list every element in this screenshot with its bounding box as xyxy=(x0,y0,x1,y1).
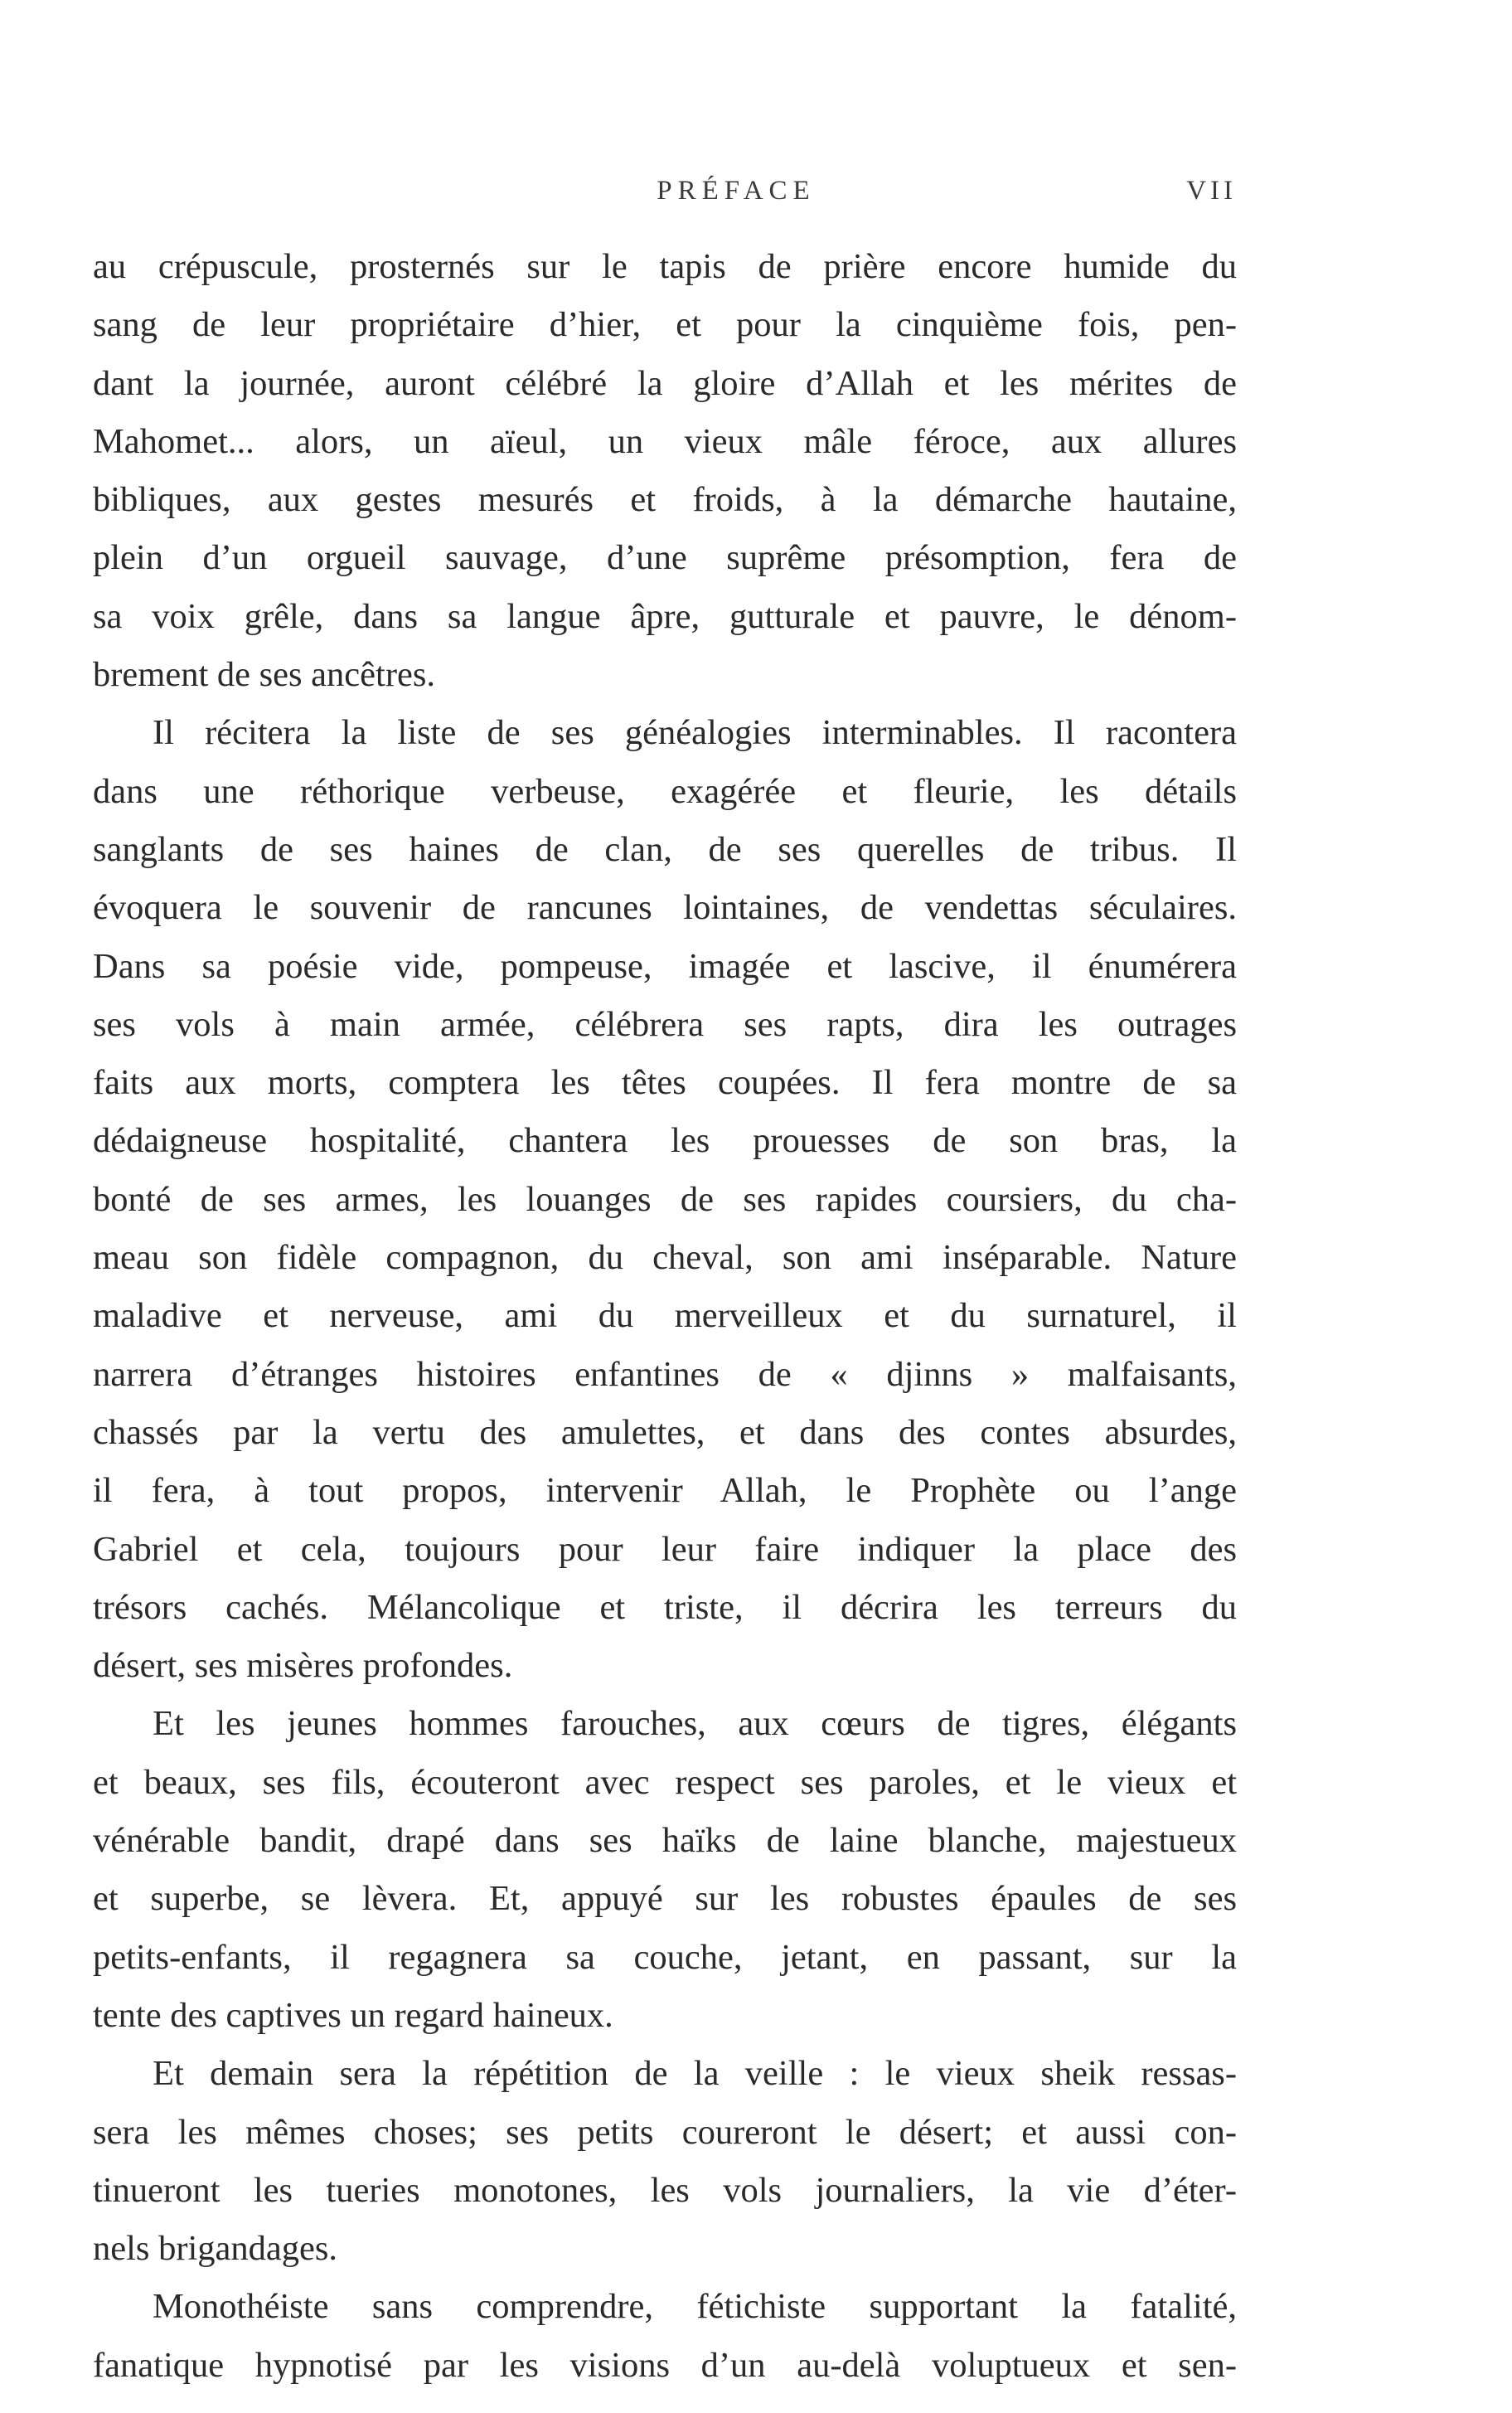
text-line: plein d’un orgueil sauvage, d’une suprême présomption, fera de xyxy=(93,538,1237,578)
text-line: maladive et nerveuse, ami du merveilleux et du surnaturel, il xyxy=(93,1296,1237,1336)
text-line: au crépuscule, prosternés sur le tapis de prière encore humide du xyxy=(93,247,1237,286)
text-line: et superbe, se lèvera. Et, appuyé sur les robustes épaules de ses xyxy=(93,1879,1237,1919)
text-line: et beaux, ses fils, écouteront avec respect ses paroles, et le vieux et xyxy=(93,1762,1237,1802)
body-text xyxy=(93,238,1237,2395)
text-line: dédaigneuse hospitalité, chantera les prouesses de son bras, la xyxy=(93,1121,1237,1161)
text-line: sa voix grêle, dans sa langue âpre, gutturale et pauvre, le dénom- xyxy=(93,596,1237,636)
text-line: brement de ses ancêtres. xyxy=(93,655,436,695)
text-line: meau son fidèle compagnon, du cheval, son ami inséparable. Nature xyxy=(93,1238,1237,1278)
text-line: narrera d’étranges histoires enfantines de « djinns » malfaisants, xyxy=(93,1354,1237,1394)
text-line: trésors cachés. Mélancolique et triste, il décrira les terreurs du xyxy=(93,1587,1237,1627)
page-number: VII xyxy=(1186,176,1237,206)
text-line: tinueront les tueries monotones, les vols journaliers, la vie d’éter- xyxy=(93,2170,1237,2210)
text-line: évoquera le souvenir de rancunes lointaines, de vendettas séculaires. xyxy=(93,888,1237,928)
text-line: ses vols à main armée, célébrera ses rapts, dira les outrages xyxy=(93,1004,1237,1044)
text-line: Monothéiste sans comprendre, fétichiste supportant la fatalité, xyxy=(153,2287,1237,2327)
text-line: Gabriel et cela, toujours pour leur faire indiquer la place des xyxy=(93,1529,1237,1569)
text-line: fanatique hypnotisé par les visions d’un au-delà voluptueux et sen- xyxy=(93,2345,1237,2385)
text-line: Et les jeunes hommes farouches, aux cœurs de tigres, élégants xyxy=(153,1704,1237,1744)
text-line: Dans sa poésie vide, pompeuse, imagée et lascive, il énumérera xyxy=(93,946,1237,986)
text-line: bonté de ses armes, les louanges de ses rapides coursiers, du cha- xyxy=(93,1179,1237,1219)
text-line: nels brigandages. xyxy=(93,2229,338,2269)
running-head xyxy=(235,166,1237,216)
running-title: PRÉFACE xyxy=(657,176,816,206)
text-line: bibliques, aux gestes mesurés et froids, à la démarche hautaine, xyxy=(93,480,1237,520)
text-line: vénérable bandit, drapé dans ses haïks de laine blanche, majestueux xyxy=(93,1821,1237,1861)
text-line: Et demain sera la répétition de la veille : le vieux sheik ressas- xyxy=(153,2054,1237,2094)
text-line: désert, ses misères profondes. xyxy=(93,1646,513,1686)
text-line: dant la journée, auront célébré la gloire d’Allah et les mérites de xyxy=(93,363,1237,403)
text-line: petits-enfants, il regagnera sa couche, jetant, en passant, sur la xyxy=(93,1937,1237,1977)
text-line: sera les mêmes choses; ses petits coureront le désert; et aussi con- xyxy=(93,2112,1237,2152)
text-line: chassés par la vertu des amulettes, et dans des contes absurdes, xyxy=(93,1412,1237,1452)
text-line: faits aux morts, comptera les têtes coupées. Il fera montre de sa xyxy=(93,1063,1237,1103)
text-line: sanglants de ses haines de clan, de ses querelles de tribus. Il xyxy=(93,829,1237,869)
text-line: dans une réthorique verbeuse, exagérée et fleurie, les détails xyxy=(93,771,1237,811)
text-line: sang de leur propriétaire d’hier, et pour la cinquième fois, pen- xyxy=(93,305,1237,345)
text-line: il fera, à tout propos, intervenir Allah, le Prophète ou l’ange xyxy=(93,1471,1237,1511)
text-line: tente des captives un regard haineux. xyxy=(93,1995,613,2035)
text-line: Mahomet... alors, un aïeul, un vieux mâle féroce, aux allures xyxy=(93,421,1237,461)
text-line: Il récitera la liste de ses généalogies interminables. Il racontera xyxy=(153,713,1237,753)
